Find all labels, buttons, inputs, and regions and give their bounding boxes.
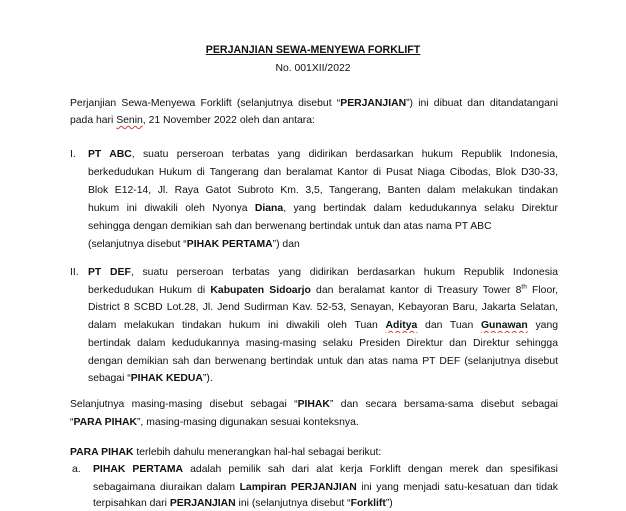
intro-line-1: Perjanjian Sewa-Menyewa Forklift (selanjutnya disebut “PERJANJIAN”) ini dibuat dan ditandatangani xyxy=(70,98,558,109)
party2-line-4: dalam melakukan tindakan hukum ini diwakili oleh Tuan Aditya dan Tuan Gunawan yang xyxy=(88,320,558,331)
party1-line-5: sehingga dengan demikian sah dan berwenang bertindak untuk dan atas nama PT ABC xyxy=(88,221,492,232)
party2-line-1: PT DEF, suatu perseroan terbatas yang didirikan berdasarkan hukum Republik Indonesia xyxy=(88,267,558,278)
party2-marker: II. xyxy=(70,267,79,278)
recital-a-line-1: PIHAK PERTAMA adalah pemilik sah dari alat kerja Forklift dengan merek dan spesifikasi xyxy=(93,464,558,475)
party2-line-6: dengan demikian sah dan berwenang bertindak untuk dan atas nama PT DEF (selanjutnya disebut xyxy=(88,356,558,367)
document-number: No. 001XII/2022 xyxy=(275,63,351,74)
party2-line-3: District 8 SCBD Lot.28, Jl. Jend Sudirman Kav. 52-53, Senayan, Kebayoran Baru, Jakarta Selatan, xyxy=(88,302,558,313)
recital-a-line-3: terpisahkan dari PERJANJIAN ini (selanjutnya disebut “Forklift”) xyxy=(93,498,393,509)
recital-a-line-2: sebagaimana diuraikan dalam Lampiran PERJANJIAN ini yang menjadi satu-kesatuan dan tidak xyxy=(93,482,558,493)
recital-a-marker: a. xyxy=(72,464,81,475)
document-title: PERJANJIAN SEWA-MENYEWA FORKLIFT xyxy=(205,44,421,56)
party1-line-2: berkedudukan Hukum di Tangerang dan beralamat Kantor di Pusat Niaga Cibodas, Blok D30-33, xyxy=(88,167,558,178)
party1-line-6: (selanjutnya disebut “PIHAK PERTAMA”) dan xyxy=(88,239,300,250)
together-line-1: Selanjutnya masing-masing disebut sebagai “PIHAK” dan secara bersama-sama disebut sebagai xyxy=(70,399,558,410)
party1-line-1: PT ABC, suatu perseroan terbatas yang didirikan berdasarkan hukum Republik Indonesia, xyxy=(88,149,558,160)
intro-line-2: pada hari Senin, 21 November 2022 oleh dan antara: xyxy=(70,115,315,126)
party1-marker: I. xyxy=(70,149,76,160)
together-line-2: “PARA PIHAK”, masing-masing digunakan sesuai konteksnya. xyxy=(70,417,359,428)
party1-line-3: Blok E12-14, Jl. Raya Gatot Subroto Km. 3,5, Tangerang, Banten dalam melakukan tindakan xyxy=(88,185,558,196)
party2-line-5: bertindak dalam kedudukannya masing-masing selaku Presiden Direktur dan Direktur sehingga xyxy=(88,338,558,349)
party2-line-7: sebagai “PIHAK KEDUA”). xyxy=(88,373,213,384)
party2-line-2: berkedudukan Hukum di Kabupaten Sidoarjo dan beralamat kantor di Treasury Tower 8th Floor, xyxy=(88,284,558,296)
recitals-intro: PARA PIHAK terlebih dahulu menerangkan hal-hal sebagai berikut: xyxy=(70,447,382,458)
party1-line-4: hukum ini diwakili oleh Nyonya Diana, yang bertindak dalam kedudukannya selaku Direktur xyxy=(88,203,558,214)
